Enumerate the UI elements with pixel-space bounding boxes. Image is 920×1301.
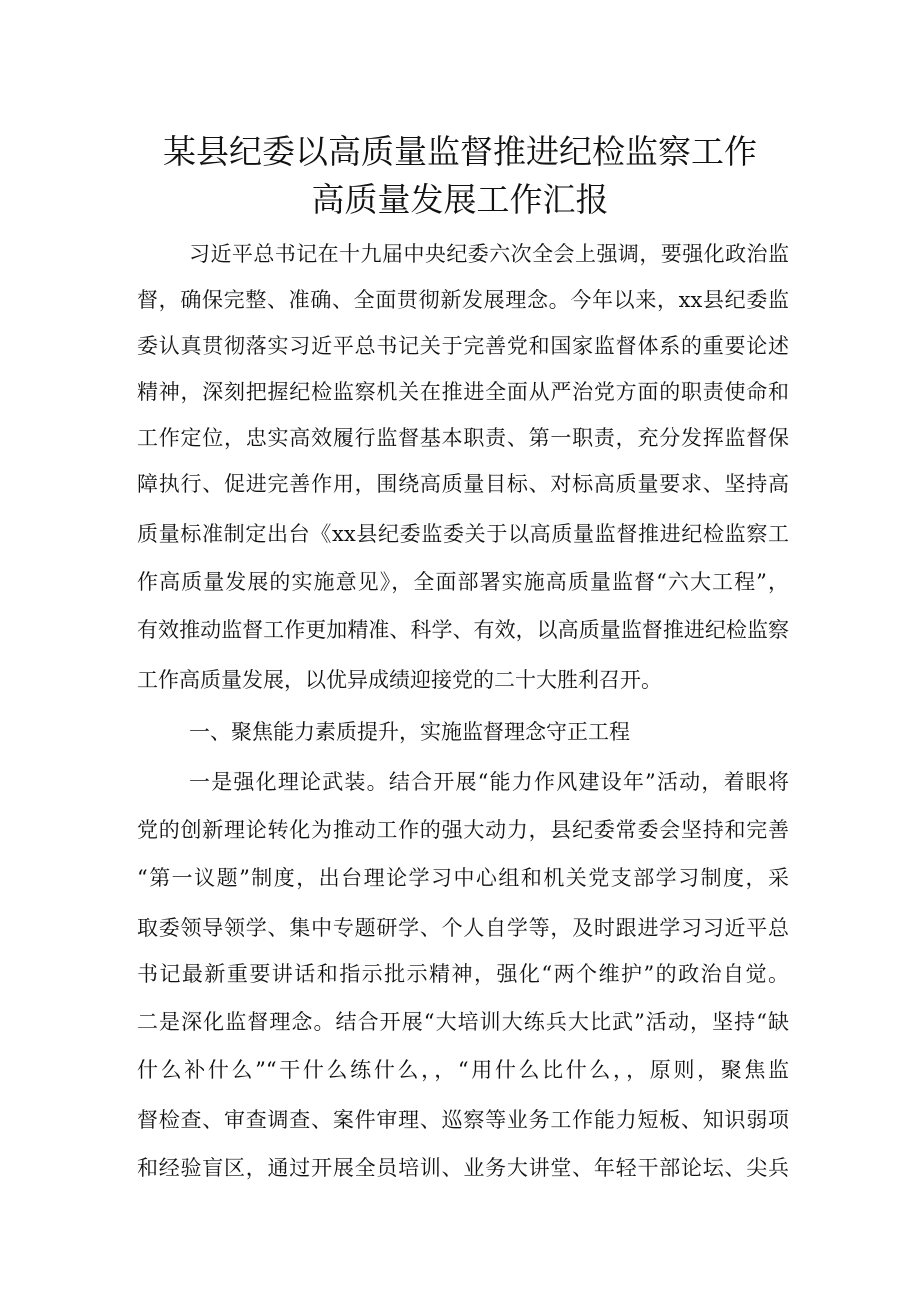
paragraph-line: 什么补什么”“干什么练什么，，“用什么比什么，，原则，聚焦监 [137,1058,789,1082]
section-heading: 一、聚焦能力素质提升，实施监督理念守正工程 [189,720,630,744]
paragraph-line: 督检查、审查调查、案件审理、巡察等业务工作能力短板、知识弱项 [137,1108,789,1132]
paragraph-line: 党的创新理论转化为推动工作的强大动力，县纪委常委会坚持和完善 [137,818,789,842]
paragraph-line: 书记最新重要讲话和指示批示精神，强化“两个维护”的政治自觉。 [137,962,789,986]
paragraph-line: 工作定位，忠实高效履行监督基本职责、第一职责，充分发挥监督保 [137,426,789,450]
paragraph-line: 委认真贯彻落实习近平总书记关于完善党和国家监督体系的重要论述 [137,334,789,358]
paragraph-line: 作高质量发展的实施意见》，全面部署实施高质量监督“六大工程”， [137,570,789,594]
paragraph-line: 二是深化监督理念。结合开展“大培训大练兵大比武”活动，坚持“缺 [137,1010,789,1034]
paragraph-line: 习近平总书记在十九届中央纪委六次全会上强调，要强化政治监 [189,242,789,266]
paragraph-line: 有效推动监督工作更加精准、科学、有效，以高质量监督推进纪检监察 [137,618,789,642]
paragraph-line: 督，确保完整、准确、全面贯彻新发展理念。今年以来，xx县纪委监 [137,288,789,312]
paragraph-line: 和经验盲区，通过开展全员培训、业务大讲堂、年轻干部论坛、尖兵 [137,1156,789,1180]
paragraph-line: 工作高质量发展，以优异成绩迎接党的二十大胜利召开。 [137,668,662,692]
paragraph-line: 精神，深刻把握纪检监察机关在推进全面从严治党方面的职责使命和 [137,380,789,404]
paragraph-line: 质量标准制定出台《xx县纪委监委关于以高质量监督推进纪检监察工 [137,522,789,546]
document-title-line-2: 高质量发展工作汇报 [311,180,609,219]
paragraph-line: 一是强化理论武装。结合开展“能力作风建设年”活动，着眼将 [189,770,789,794]
paragraph-line: “第一议题”制度，出台理论学习中心组和机关党支部学习制度，采 [137,866,789,890]
document-title-line-1: 某县纪委以高质量监督推进纪检监察工作 [163,132,757,171]
paragraph-line: 取委领导领学、集中专题研学、个人自学等，及时跟进学习习近平总 [137,916,789,940]
paragraph-line: 障执行、促进完善作用，围绕高质量目标、对标高质量要求、坚持高 [137,472,789,496]
